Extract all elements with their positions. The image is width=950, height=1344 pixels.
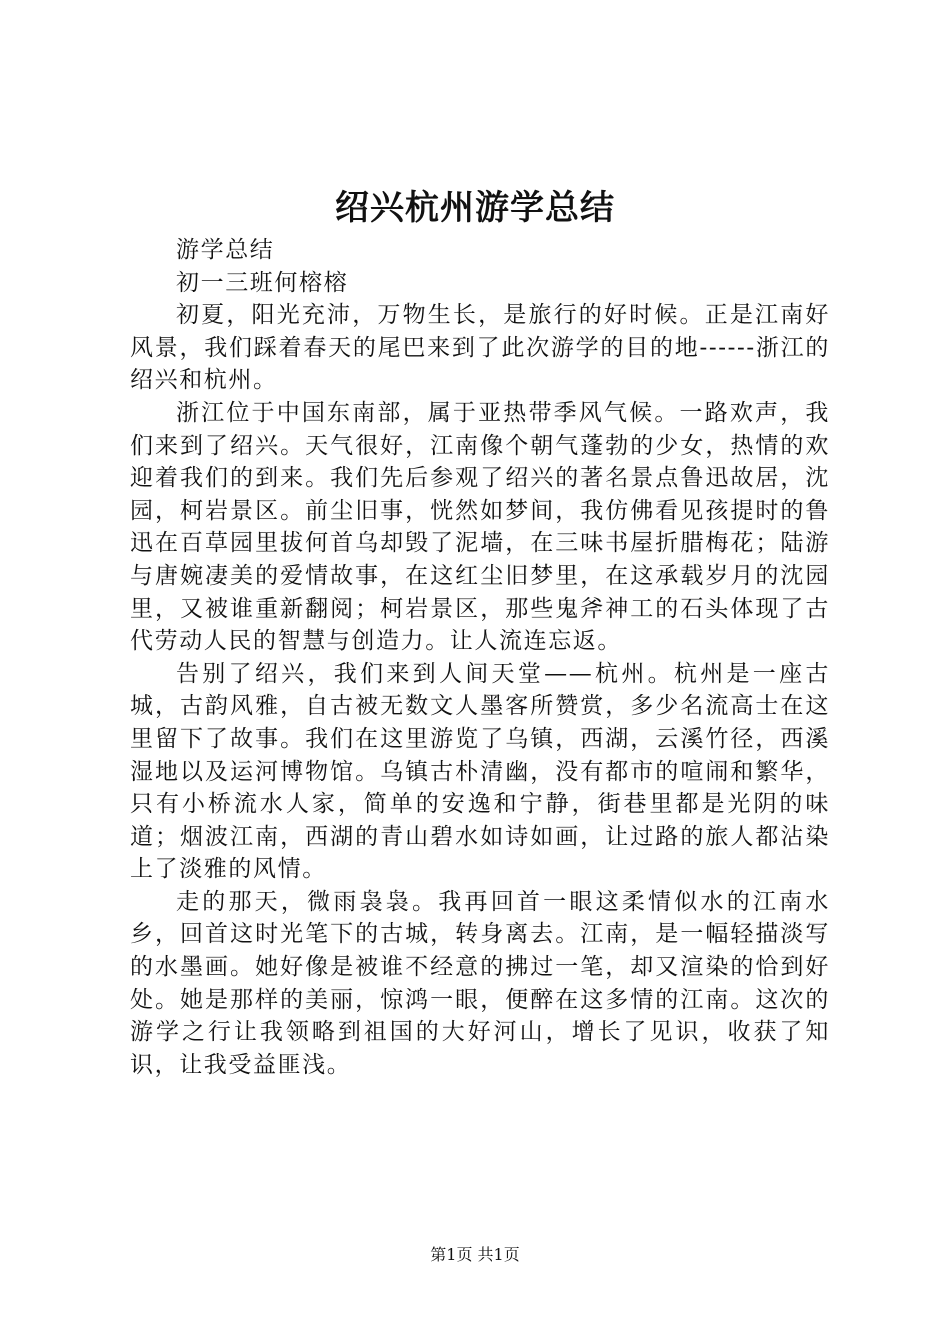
- paragraph-intro: 初夏，阳光充沛，万物生长，是旅行的好时候。正是江南好风景，我们踩着春天的尾巴来到了此次游学的目的地------浙江的绍兴和杭州。: [130, 302, 830, 394]
- paragraph-hangzhou: 告别了绍兴，我们来到人间天堂——杭州。杭州是一座古城，古韵风雅，自古被无数文人墨客所赞赏，多少名流高士在这里留下了故事。我们在这里游览了乌镇，西湖，云溪竹径，西溪湿地以及运河博物馆。乌镇古朴清幽，没有都市的喧闹和繁华，只有小桥流水人家，简单的安逸和宁静，街巷里都是光阴的味道；烟波江南，西湖的青山碧水如诗如画，让过路的旅人都沾染上了淡雅的风情。: [130, 660, 830, 883]
- paragraph-heading: 游学总结: [176, 237, 275, 263]
- document-body: [130, 234, 830, 1081]
- page-number-footer: 第1页 共1页: [430, 1245, 520, 1264]
- paragraph-shaoxing: 浙江位于中国东南部，属于亚热带季风气候。一路欢声，我们来到了绍兴。天气很好，江南像个朝气蓬勃的少女，热情的欢迎着我们的到来。我们先后参观了绍兴的著名景点鲁迅故居，沈园，柯岩景区。前尘旧事，恍然如梦间，我仿佛看见孩提时的鲁迅在百草园里拔何首乌却毁了泥墙，在三味书屋折腊梅花；陆游与唐婉凄美的爱情故事，在这红尘旧梦里，在这承载岁月的沈园里，又被谁重新翻阅；柯岩景区，那些鬼斧神工的石头体现了古代劳动人民的智慧与创造力。让人流连忘返。: [130, 399, 830, 655]
- paragraph-farewell: 走的那天，微雨袅袅。我再回首一眼这柔情似水的江南水乡，回首这时光笔下的古城，转身离去。江南，是一幅轻描淡写的水墨画。她好像是被谁不经意的拂过一笔，却又渲染的恰到好处。她是那样的美丽，惊鸿一眼，便醉在这多情的江南。这次的游学之行让我领略到祖国的大好河山，增长了见识，收获了知识，让我受益匪浅。: [130, 888, 830, 1078]
- document-title: 绍兴杭州游学总结: [335, 188, 615, 228]
- paragraph-author: 初一三班何榕榕: [176, 269, 349, 296]
